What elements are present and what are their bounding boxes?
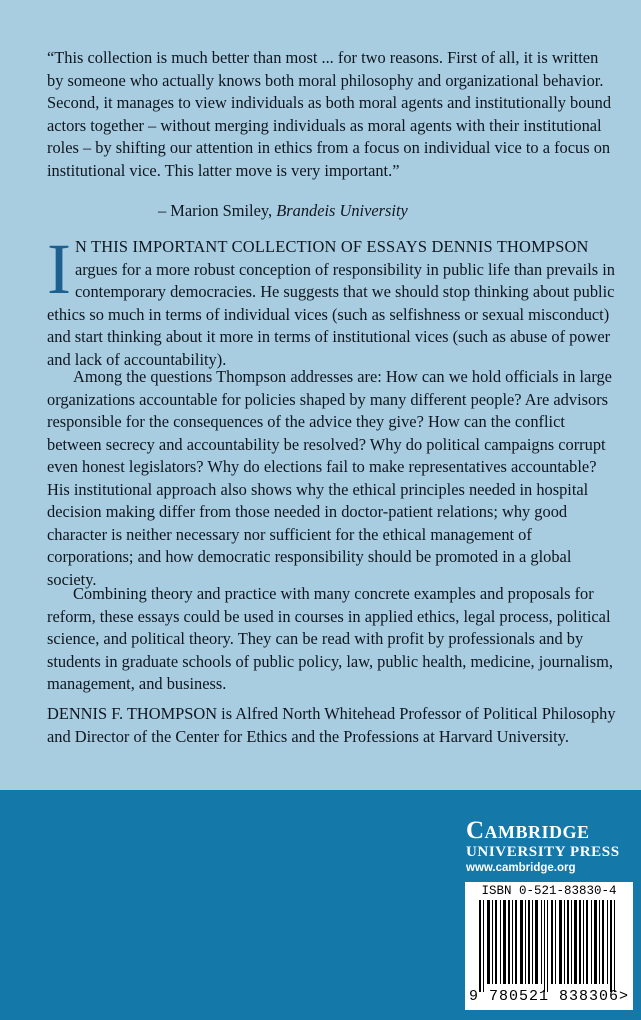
ean-number (465, 988, 633, 1005)
lead-in-caps: N THIS IMPORTANT COLLECTION OF ESSAYS DENNIS THOMPSON (74, 237, 589, 256)
attribution-name: – Marion Smiley, (158, 201, 273, 220)
publisher-url: www.cambridge.org (466, 862, 576, 874)
publisher-subtitle: UNIVERSITY PRESS (466, 844, 620, 860)
author-bio: DENNIS F. THOMPSON is Alfred North Whitehead Professor of Political Philosophy and Director of the Center for Ethics and the Professions at Harvard University. (47, 704, 616, 746)
publisher-name: Cambridge (466, 817, 590, 844)
addon-symbol: > (619, 988, 630, 1005)
description-paragraph-2: Among the questions Thompson addresses are: How can we hold officials in large organizations accountable for policies shaped by many different people? Are advisors responsible for the consequences of the advice they give? How can the conflict between secrecy and accountability be resolved? Why do political campaigns corrupt even honest legislators? Why do elections fail to make representatives accountable? His institutional approach also shows why the ethical principles needed in hospital decision making differ from those needed in doctor-patient relations; why good character is neither necessary nor sufficient for the ethical management of corporations; and how democratic responsibility should be promoted in a global society. (47, 367, 612, 589)
drop-cap: I (47, 229, 71, 309)
description-paragraph-3: Combining theory and practice with many concrete examples and proposals for reform, these essays could be used in courses in applied ethics, legal process, political science, and political theory. They can be read with profit by professionals and by students in graduate schools of public policy, law, public health, medicine, journalism, management, and business. (47, 584, 613, 693)
description-paragraph-1 (47, 229, 621, 371)
ean-digits: 9 780521 838306 (468, 988, 619, 1005)
isbn-label: ISBN 0-521-83830-4 (481, 884, 617, 898)
endorsement-quote: “This collection is much better than most ... for two reasons. First of all, it is written by someone who actually knows both moral philosophy and organizational behavior. Second, it manages to view individuals as both moral agents and institutionally bound actors together – without merging individuals as moral agents with their institutional roles – by shifting our attention in ethics from a focus on individual vice to a focus on institutional vice. This latter move is very important.” (47, 48, 612, 180)
paragraph-1-text: argues for a more robust conception of responsibility in public life than prevails in contemporary democracies. He suggests that we should stop thinking about public ethics so much in terms of individual vices (such as selfishness or sexual misconduct) and start thinking about it more in terms of institutional vices (such as abuse of power and lack of accountability). (47, 259, 615, 369)
barcode-box (465, 882, 633, 1010)
attribution-affiliation: Brandeis University (276, 201, 408, 220)
publisher-logo (466, 818, 636, 876)
endorsement-attribution (158, 200, 408, 223)
